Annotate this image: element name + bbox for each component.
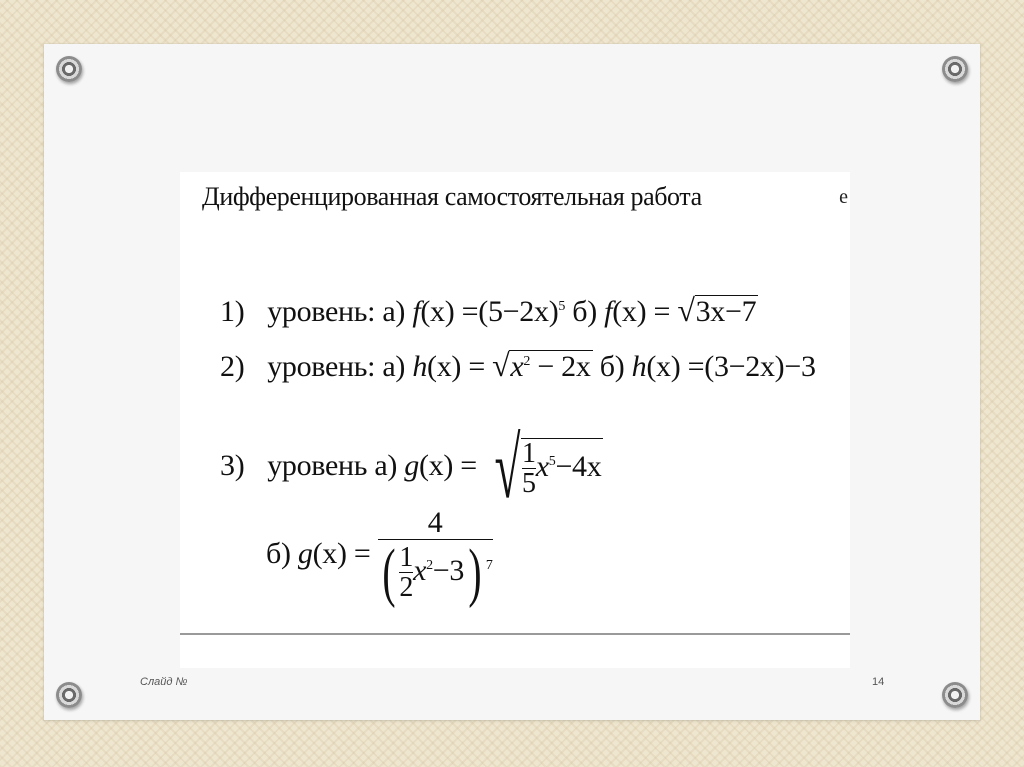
exponent: 5 [548, 453, 556, 469]
function-name: f [604, 295, 613, 328]
slide-footer-label: Слайд № [140, 676, 188, 688]
level-label: уровень: [267, 350, 376, 383]
equals-sign: = [353, 537, 371, 571]
pin-icon [942, 682, 968, 708]
task-number: 3) [220, 448, 245, 482]
slide [44, 44, 980, 720]
pin-icon [942, 56, 968, 82]
outer-exponent: 7 [485, 557, 493, 573]
function-arg: (x) [427, 350, 462, 383]
function-name: f [412, 295, 421, 328]
radicand-tail: − 2x [537, 350, 591, 383]
exponent: 2 [426, 557, 433, 573]
term-var: x [535, 449, 549, 483]
task-level-3 [220, 420, 603, 516]
task-image [180, 172, 850, 668]
exponent: 2 [523, 354, 531, 369]
part-a-label: а) [382, 295, 406, 328]
function-arg: (x) [312, 537, 347, 571]
part-a-label: а) [374, 448, 398, 482]
sqrt-icon: √ [492, 347, 510, 383]
task-number: 1) [220, 295, 245, 328]
function-arg: (x) [612, 295, 647, 328]
function-arg: (x) [420, 295, 455, 328]
equals-sign: = [653, 295, 671, 328]
equals-sign: = [460, 448, 477, 482]
sqrt-icon: √ [494, 420, 521, 516]
task-level-3-b [266, 506, 493, 609]
sqrt-icon: √ [677, 292, 695, 328]
pin-icon [56, 56, 82, 82]
level-label: уровень [267, 448, 368, 482]
task-level-1 [220, 292, 758, 329]
radicand: 3x−7 [695, 295, 757, 328]
radicand [509, 350, 592, 383]
term-tail: −3 [432, 553, 465, 587]
expression: (3−2x)−3 [704, 350, 816, 383]
level-label: уровень: [267, 295, 376, 328]
fraction-denominator: 5 [522, 468, 536, 499]
function-name: h [631, 350, 647, 383]
function-arg: (x) [418, 448, 454, 482]
part-b-label: б) [266, 537, 291, 571]
fraction-numerator: 1 [522, 437, 536, 469]
inner-denominator: 2 [399, 572, 414, 603]
radicand-var: x [510, 350, 524, 383]
part-b-label: б) [599, 350, 625, 383]
part-b-label: б) [572, 295, 597, 328]
function-name: g [404, 448, 419, 482]
equals-sign: = [468, 350, 485, 383]
main-fraction [378, 506, 493, 609]
inner-numerator: 1 [399, 541, 414, 573]
expression-base: (5−2x) [478, 295, 559, 328]
part-a-label: а) [382, 350, 406, 383]
equals-sign: = [687, 350, 705, 383]
task-number: 2) [220, 350, 245, 383]
term-var: x [413, 553, 427, 587]
term-tail: −4x [555, 449, 602, 483]
fraction-numerator: 4 [427, 506, 443, 539]
fraction-denominator: ( $\frac{1}{2}$ $x^2-3$) $^7$ [382, 535, 493, 609]
function-name: h [412, 350, 428, 383]
radicand [521, 438, 603, 499]
sqrt-expression [484, 420, 603, 516]
slide-number: 14 [872, 676, 885, 688]
title-edge-mark: е [839, 186, 848, 208]
pin-icon [56, 682, 82, 708]
slide-title: Дифференцированная самостоятельная работа [202, 182, 702, 211]
inner-fraction [399, 543, 413, 603]
exponent: 5 [558, 299, 566, 314]
equals-sign: = [461, 295, 479, 328]
fraction [522, 439, 536, 499]
function-name: g [297, 537, 313, 571]
divider [180, 633, 850, 635]
task-level-2 [220, 347, 816, 384]
function-arg: (x) [646, 350, 681, 383]
